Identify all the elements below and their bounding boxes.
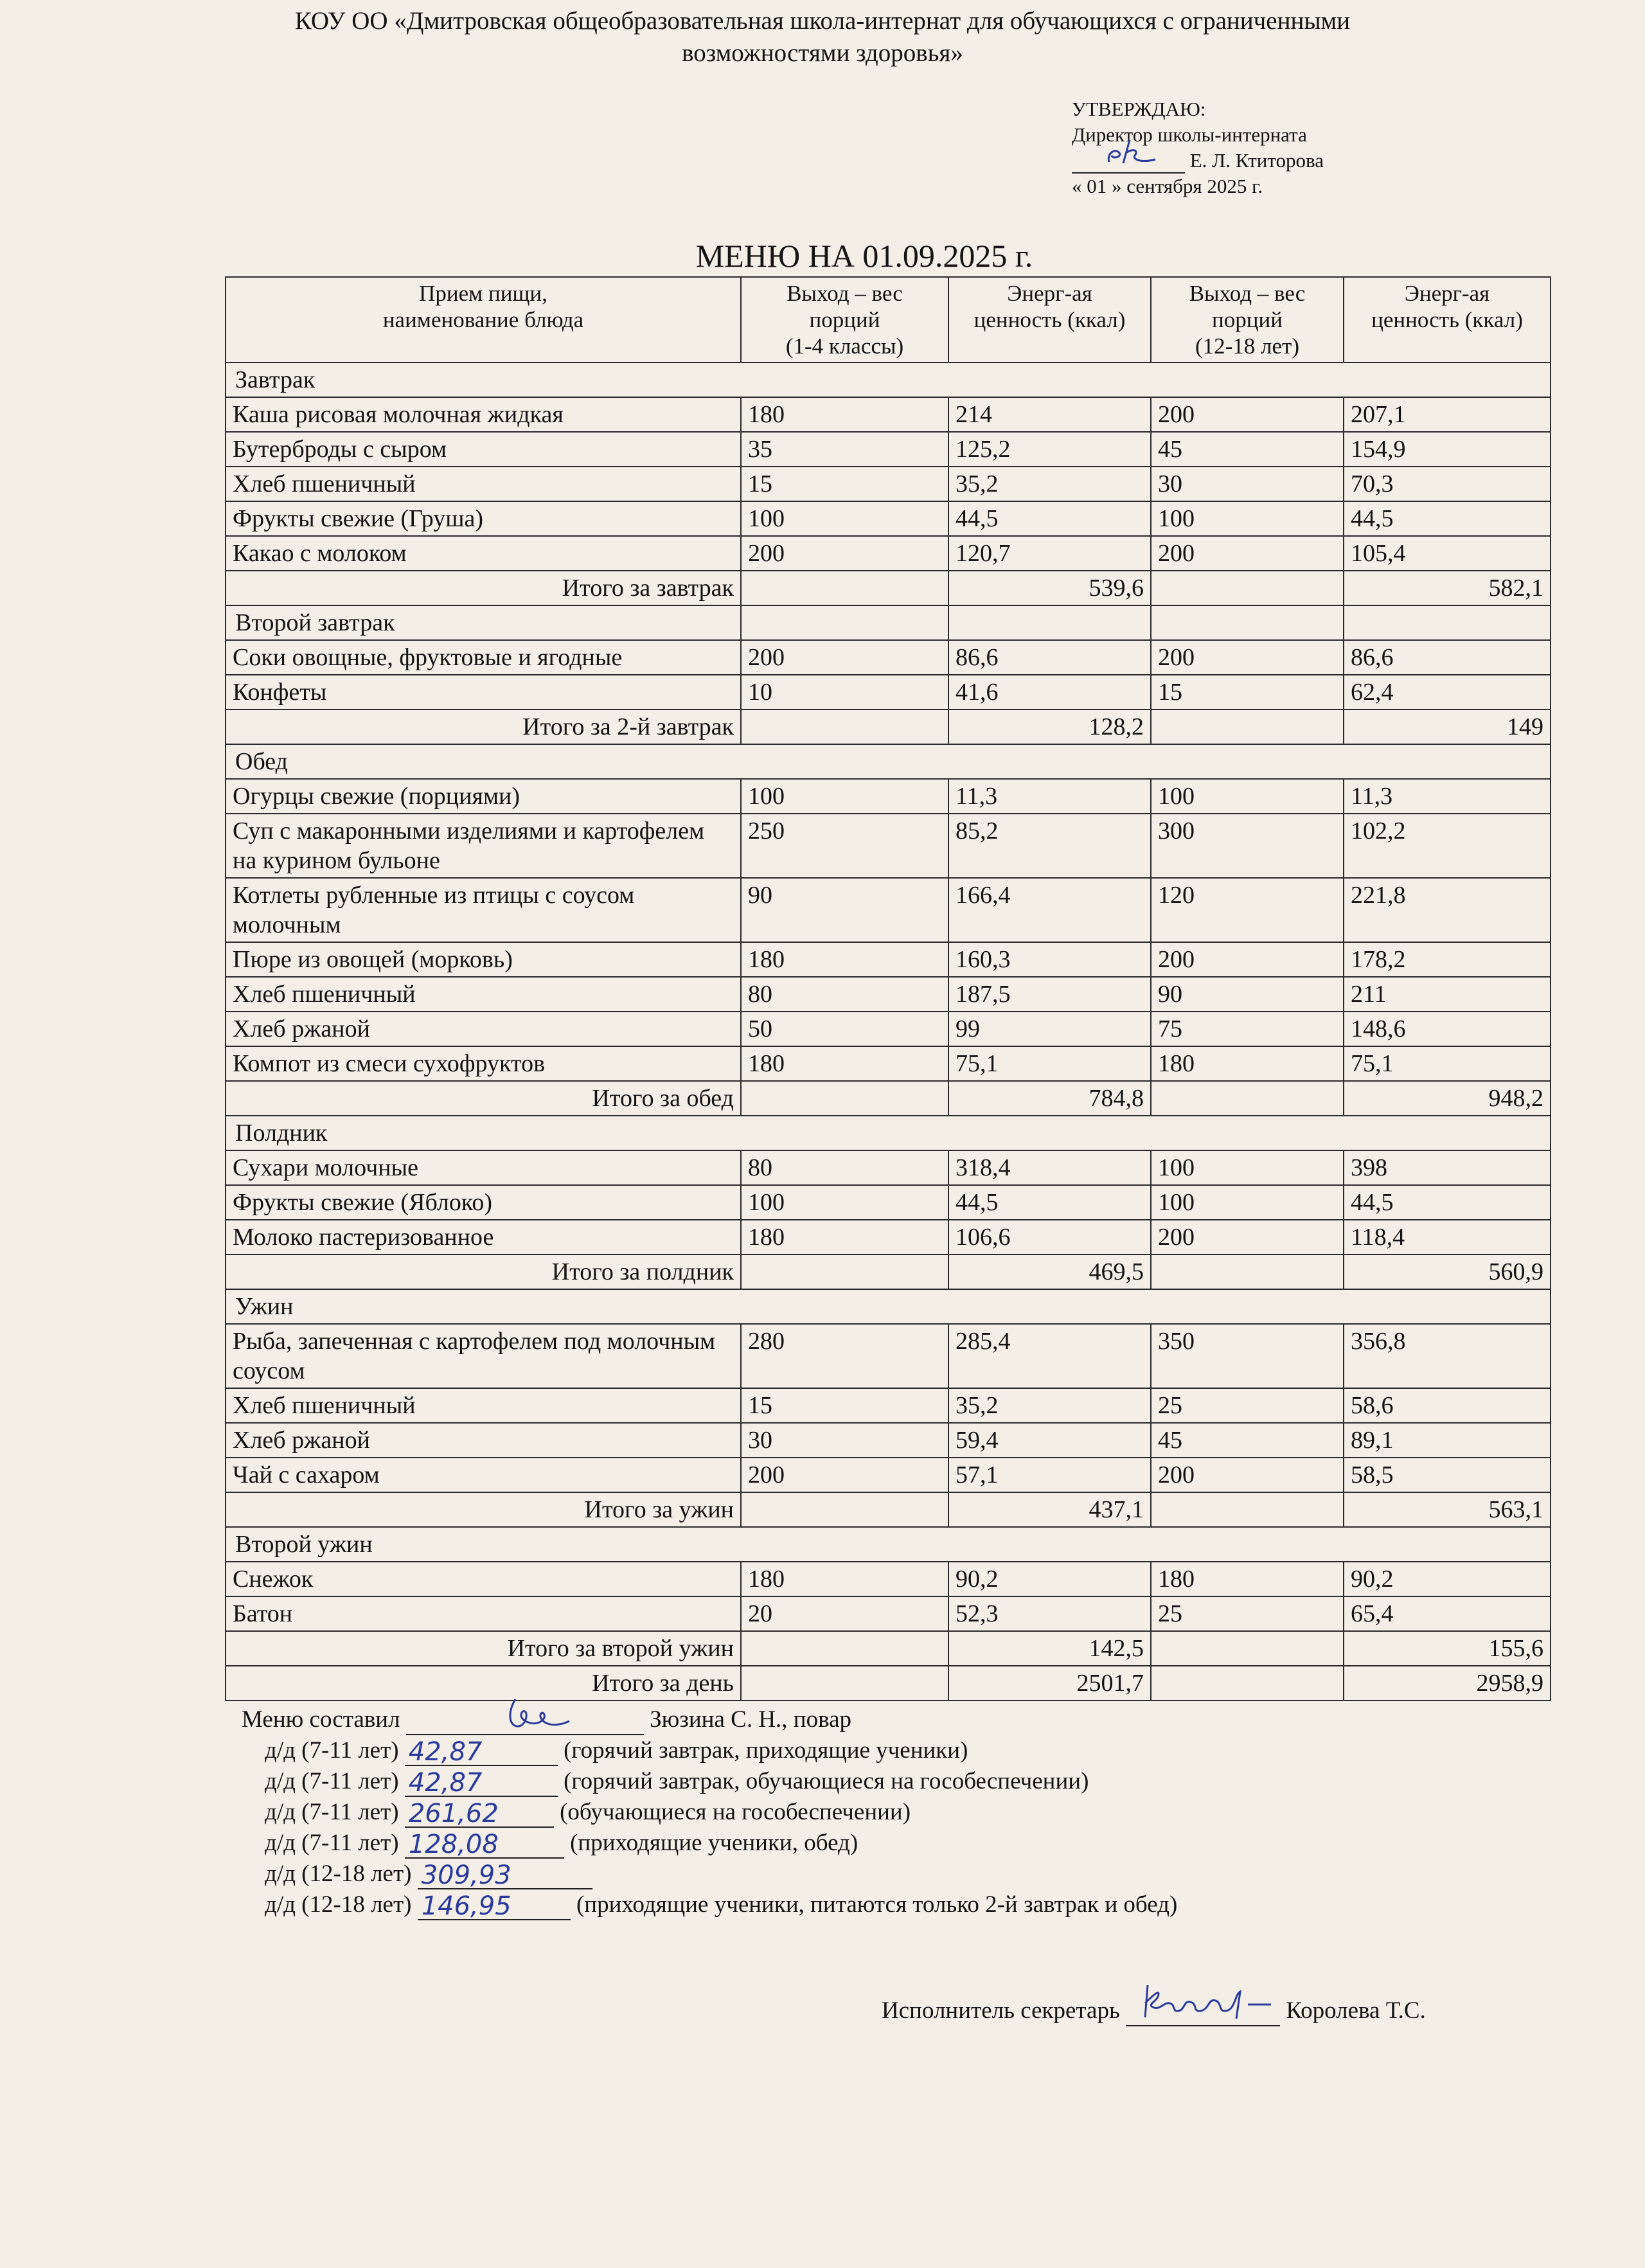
dish-name: Хлеб пшеничный [226, 467, 741, 501]
weight-1-4: 80 [741, 977, 948, 1012]
weight-1-4: 180 [741, 1046, 948, 1081]
composer-row [242, 1704, 1177, 1735]
section-row [226, 1527, 1551, 1562]
dish-name: Хлеб пшеничный [226, 1388, 741, 1423]
weight-1-4: 15 [741, 1388, 948, 1423]
table-row [226, 779, 1551, 814]
energy-1-4: 120,7 [948, 536, 1151, 571]
total-row [226, 710, 1551, 744]
allowance-label: д/д (7-11 лет) [265, 1830, 399, 1856]
table-row [226, 675, 1551, 710]
director-signature [1072, 153, 1185, 174]
total-energy-12-18: 155,6 [1344, 1631, 1551, 1666]
executor-label: Исполнитель секретарь [882, 1997, 1120, 2024]
total-label: Итого за ужин [226, 1492, 741, 1527]
weight-12-18: 350 [1151, 1324, 1344, 1388]
weight-1-4: 100 [741, 1185, 948, 1220]
energy-1-4: 44,5 [948, 1185, 1151, 1220]
allowance-label: д/д (12-18 лет) [265, 1891, 412, 1918]
allowance-note: (приходящие ученики, питаются только 2-й завтрак и обед) [576, 1891, 1178, 1918]
weight-1-4: 90 [741, 878, 948, 942]
total-energy-1-4: 784,8 [948, 1081, 1151, 1116]
weight-12-18: 200 [1151, 1220, 1344, 1255]
header-weight-12-18: Выход – вес порций (12-18 лет) [1151, 277, 1344, 362]
table-row [226, 814, 1551, 878]
empty-cell [1151, 1666, 1344, 1701]
energy-12-18: 102,2 [1344, 814, 1551, 878]
table-row [226, 640, 1551, 675]
weight-12-18: 100 [1151, 501, 1344, 536]
dish-name: Сухари молочные [226, 1150, 741, 1185]
allowance-amount: 146,95 [421, 1891, 511, 1921]
weight-12-18: 30 [1151, 467, 1344, 501]
org-line-1: КОУ ОО «Дмитровская общеобразовательная школа-интернат для обучающихся с ограниченными [294, 7, 1351, 35]
org-line-2: возможностями здоровья» [682, 39, 963, 67]
energy-12-18: 207,1 [1344, 397, 1551, 432]
weight-12-18: 100 [1151, 1185, 1344, 1220]
energy-1-4: 44,5 [948, 501, 1151, 536]
allowance-note: (обучающиеся на гособеспечении) [560, 1799, 911, 1825]
total-row [226, 1666, 1551, 1701]
allowance-amount: 261,62 [408, 1799, 499, 1828]
organization-header [212, 5, 1433, 69]
weight-12-18: 200 [1151, 1458, 1344, 1492]
executor-name: Королева Т.С. [1286, 1997, 1426, 2024]
allowance-amount: 309,93 [421, 1861, 511, 1890]
table-row [226, 1388, 1551, 1423]
table-row [226, 1324, 1551, 1388]
total-energy-1-4: 437,1 [948, 1492, 1151, 1527]
weight-12-18: 25 [1151, 1388, 1344, 1423]
allowance-label: д/д (12-18 лет) [265, 1861, 412, 1887]
director-signature-mark [1104, 134, 1162, 172]
weight-12-18: 200 [1151, 536, 1344, 571]
allowance-label: д/д (7-11 лет) [265, 1768, 399, 1794]
total-label: Итого за обед [226, 1081, 741, 1116]
weight-12-18: 45 [1151, 432, 1344, 467]
weight-12-18: 15 [1151, 675, 1344, 710]
allowance-line [242, 1859, 1177, 1889]
dish-name: Рыба, запеченная с картофелем под молочным соусом [226, 1324, 741, 1388]
table-row [226, 467, 1551, 501]
table-row [226, 501, 1551, 536]
total-row [226, 1255, 1551, 1289]
table-row [226, 1596, 1551, 1631]
table-row [226, 1458, 1551, 1492]
dish-name: Фрукты свежие (Яблоко) [226, 1185, 741, 1220]
energy-1-4: 85,2 [948, 814, 1151, 878]
section-row [226, 744, 1551, 779]
weight-12-18: 75 [1151, 1012, 1344, 1046]
allowance-label: д/д (7-11 лет) [265, 1737, 399, 1764]
table-row [226, 878, 1551, 942]
approval-date: « 01 » сентября 2025 г. [1072, 175, 1263, 197]
table-row [226, 1150, 1551, 1185]
energy-1-4: 285,4 [948, 1324, 1151, 1388]
empty-cell [741, 710, 948, 744]
dish-name: Хлеб пшеничный [226, 977, 741, 1012]
weight-1-4: 180 [741, 1220, 948, 1255]
total-energy-12-18: 582,1 [1344, 571, 1551, 605]
dish-name: Конфеты [226, 675, 741, 710]
allowance-line [242, 1797, 1177, 1828]
allowance-line [242, 1766, 1177, 1797]
total-label: Итого за завтрак [226, 571, 741, 605]
dish-name: Компот из смеси сухофруктов [226, 1046, 741, 1081]
total-row [226, 1081, 1551, 1116]
total-energy-12-18: 149 [1344, 710, 1551, 744]
dish-name: Хлеб ржаной [226, 1423, 741, 1458]
total-energy-1-4: 539,6 [948, 571, 1151, 605]
energy-1-4: 318,4 [948, 1150, 1151, 1185]
section-name: Завтрак [226, 362, 1551, 397]
empty-cell [741, 1631, 948, 1666]
empty-cell [1151, 1255, 1344, 1289]
approval-name: Е. Л. Ктиторова [1189, 149, 1324, 172]
table-row [226, 1185, 1551, 1220]
section-name: Ужин [226, 1289, 1551, 1324]
allowance-line [242, 1828, 1177, 1859]
dish-name: Пюре из овощей (морковь) [226, 942, 741, 977]
table-header-row [226, 277, 1551, 362]
total-label: Итого за полдник [226, 1255, 741, 1289]
energy-12-18: 211 [1344, 977, 1551, 1012]
energy-1-4: 11,3 [948, 779, 1151, 814]
allowance-amount: 128,08 [408, 1830, 499, 1859]
total-energy-1-4: 142,5 [948, 1631, 1151, 1666]
weight-1-4: 50 [741, 1012, 948, 1046]
total-energy-12-18: 948,2 [1344, 1081, 1551, 1116]
energy-12-18: 58,6 [1344, 1388, 1551, 1423]
table-row [226, 536, 1551, 571]
weight-12-18: 200 [1151, 942, 1344, 977]
composer-signature-mark [502, 1693, 573, 1738]
total-energy-12-18: 2958,9 [1344, 1666, 1551, 1701]
energy-12-18: 11,3 [1344, 779, 1551, 814]
energy-12-18: 221,8 [1344, 878, 1551, 942]
allowance-amount-field [405, 1830, 564, 1859]
menu-title: МЕНЮ НА 01.09.2025 г. [695, 238, 1033, 274]
energy-1-4: 35,2 [948, 467, 1151, 501]
dish-name: Молоко пастеризованное [226, 1220, 741, 1255]
dish-name: Суп с макаронными изделиями и картофелем на курином бульоне [226, 814, 741, 878]
allowance-amount-field [405, 1799, 554, 1828]
weight-1-4: 100 [741, 501, 948, 536]
allowance-lines [242, 1735, 1177, 1920]
weight-12-18: 25 [1151, 1596, 1344, 1631]
total-row [226, 571, 1551, 605]
total-label: Итого за день [226, 1666, 741, 1701]
section-row [226, 605, 1551, 640]
dish-name: Котлеты рубленные из птицы с соусом молочным [226, 878, 741, 942]
weight-12-18: 180 [1151, 1046, 1344, 1081]
energy-1-4: 52,3 [948, 1596, 1151, 1631]
weight-12-18: 100 [1151, 779, 1344, 814]
allowance-amount-field [405, 1737, 558, 1767]
weight-1-4: 180 [741, 942, 948, 977]
table-row [226, 942, 1551, 977]
empty-cell [1151, 605, 1344, 640]
weight-1-4: 15 [741, 467, 948, 501]
section-row [226, 1116, 1551, 1150]
weight-12-18: 90 [1151, 977, 1344, 1012]
allowance-amount-field [418, 1891, 571, 1921]
energy-12-18: 356,8 [1344, 1324, 1551, 1388]
energy-1-4: 99 [948, 1012, 1151, 1046]
menu-table-body [226, 362, 1551, 1701]
total-label: Итого за второй ужин [226, 1631, 741, 1666]
section-name: Полдник [226, 1116, 1551, 1150]
empty-cell [1151, 710, 1344, 744]
weight-12-18: 100 [1151, 1150, 1344, 1185]
energy-12-18: 105,4 [1344, 536, 1551, 571]
allowance-label: д/д (7-11 лет) [265, 1799, 399, 1825]
dish-name: Какао с молоком [226, 536, 741, 571]
empty-cell [1151, 1631, 1344, 1666]
allowance-note: (горячий завтрак, обучающиеся на гособеспечении) [564, 1768, 1089, 1794]
table-row [226, 1046, 1551, 1081]
weight-1-4: 80 [741, 1150, 948, 1185]
energy-12-18: 65,4 [1344, 1596, 1551, 1631]
empty-cell [1151, 1492, 1344, 1527]
energy-12-18: 70,3 [1344, 467, 1551, 501]
total-label: Итого за 2-й завтрак [226, 710, 741, 744]
energy-12-18: 86,6 [1344, 640, 1551, 675]
weight-1-4: 35 [741, 432, 948, 467]
composer-signature [406, 1711, 644, 1735]
weight-1-4: 10 [741, 675, 948, 710]
total-energy-1-4: 469,5 [948, 1255, 1151, 1289]
weight-12-18: 300 [1151, 814, 1344, 878]
weight-1-4: 280 [741, 1324, 948, 1388]
dish-name: Чай с сахаром [226, 1458, 741, 1492]
total-energy-1-4: 2501,7 [948, 1666, 1151, 1701]
header-energy-12-18: Энерг-ая ценность (ккал) [1344, 277, 1551, 362]
header-weight-1-4: Выход – вес порций (1-4 классы) [741, 277, 948, 362]
dish-name: Соки овощные, фруктовые и ягодные [226, 640, 741, 675]
energy-1-4: 125,2 [948, 432, 1151, 467]
energy-1-4: 41,6 [948, 675, 1151, 710]
dish-name: Снежок [226, 1562, 741, 1596]
weight-1-4: 180 [741, 1562, 948, 1596]
allowance-amount: 42,87 [408, 1768, 483, 1798]
allowance-note: (горячий завтрак, приходящие ученики) [564, 1737, 968, 1764]
composer-label: Меню составил [242, 1706, 400, 1733]
empty-cell [1344, 605, 1551, 640]
energy-1-4: 86,6 [948, 640, 1151, 675]
weight-1-4: 20 [741, 1596, 948, 1631]
allowance-line [242, 1889, 1177, 1920]
allowance-note: (приходящие ученики, обед) [570, 1830, 858, 1856]
energy-1-4: 75,1 [948, 1046, 1151, 1081]
weight-1-4: 200 [741, 536, 948, 571]
energy-1-4: 57,1 [948, 1458, 1151, 1492]
energy-12-18: 90,2 [1344, 1562, 1551, 1596]
executor-signature-mark [1139, 1979, 1280, 2028]
energy-1-4: 90,2 [948, 1562, 1151, 1596]
table-row [226, 1562, 1551, 1596]
section-name: Второй завтрак [226, 605, 741, 640]
empty-cell [741, 1081, 948, 1116]
energy-12-18: 118,4 [1344, 1220, 1551, 1255]
energy-1-4: 166,4 [948, 878, 1151, 942]
energy-1-4: 160,3 [948, 942, 1151, 977]
allowance-amount-field [405, 1768, 558, 1798]
allowance-amount-field [418, 1861, 592, 1890]
energy-1-4: 106,6 [948, 1220, 1151, 1255]
weight-1-4: 100 [741, 779, 948, 814]
weight-1-4: 180 [741, 397, 948, 432]
weight-1-4: 250 [741, 814, 948, 878]
total-energy-12-18: 560,9 [1344, 1255, 1551, 1289]
weight-1-4: 30 [741, 1423, 948, 1458]
header-dish: Прием пищи, наименование блюда [226, 277, 741, 362]
energy-12-18: 148,6 [1344, 1012, 1551, 1046]
energy-12-18: 62,4 [1344, 675, 1551, 710]
header-energy-1-4: Энерг-ая ценность (ккал) [948, 277, 1151, 362]
energy-1-4: 187,5 [948, 977, 1151, 1012]
total-row [226, 1631, 1551, 1666]
total-energy-12-18: 563,1 [1344, 1492, 1551, 1527]
weight-1-4: 200 [741, 640, 948, 675]
allowance-amount: 42,87 [408, 1737, 483, 1767]
energy-12-18: 178,2 [1344, 942, 1551, 977]
energy-1-4: 214 [948, 397, 1151, 432]
approval-title: УТВЕРЖДАЮ: [1072, 98, 1206, 120]
weight-12-18: 180 [1151, 1562, 1344, 1596]
executor-block [882, 1996, 1426, 2026]
empty-cell [741, 1255, 948, 1289]
energy-12-18: 398 [1344, 1150, 1551, 1185]
weight-12-18: 200 [1151, 397, 1344, 432]
empty-cell [1151, 571, 1344, 605]
empty-cell [1151, 1081, 1344, 1116]
approval-block [1072, 96, 1324, 199]
weight-1-4: 200 [741, 1458, 948, 1492]
table-row [226, 977, 1551, 1012]
weight-12-18: 45 [1151, 1423, 1344, 1458]
energy-12-18: 44,5 [1344, 501, 1551, 536]
total-row [226, 1492, 1551, 1527]
energy-12-18: 58,5 [1344, 1458, 1551, 1492]
empty-cell [741, 571, 948, 605]
energy-12-18: 89,1 [1344, 1423, 1551, 1458]
approval-signature-line [1072, 148, 1324, 174]
executor-signature [1126, 2002, 1280, 2026]
menu-table [225, 276, 1551, 1701]
total-energy-1-4: 128,2 [948, 710, 1151, 744]
footer-block [242, 1704, 1177, 1920]
approval-position: Директор школы-интерната [1072, 123, 1307, 146]
empty-cell [741, 1666, 948, 1701]
dish-name: Хлеб ржаной [226, 1012, 741, 1046]
table-row [226, 1220, 1551, 1255]
energy-12-18: 44,5 [1344, 1185, 1551, 1220]
empty-cell [741, 1492, 948, 1527]
table-row [226, 1423, 1551, 1458]
table-row [226, 397, 1551, 432]
dish-name: Батон [226, 1596, 741, 1631]
empty-cell [741, 605, 948, 640]
dish-name: Огурцы свежие (порциями) [226, 779, 741, 814]
composer-name: Зюзина С. Н., повар [650, 1706, 851, 1733]
table-row [226, 432, 1551, 467]
energy-12-18: 154,9 [1344, 432, 1551, 467]
energy-1-4: 35,2 [948, 1388, 1151, 1423]
weight-12-18: 120 [1151, 878, 1344, 942]
table-row [226, 1012, 1551, 1046]
energy-12-18: 75,1 [1344, 1046, 1551, 1081]
section-name: Второй ужин [226, 1527, 1551, 1562]
section-row [226, 362, 1551, 397]
energy-1-4: 59,4 [948, 1423, 1151, 1458]
allowance-line [242, 1735, 1177, 1766]
weight-12-18: 200 [1151, 640, 1344, 675]
section-name: Обед [226, 744, 1551, 779]
dish-name: Каша рисовая молочная жидкая [226, 397, 741, 432]
empty-cell [948, 605, 1151, 640]
dish-name: Бутерброды с сыром [226, 432, 741, 467]
dish-name: Фрукты свежие (Груша) [226, 501, 741, 536]
section-row [226, 1289, 1551, 1324]
